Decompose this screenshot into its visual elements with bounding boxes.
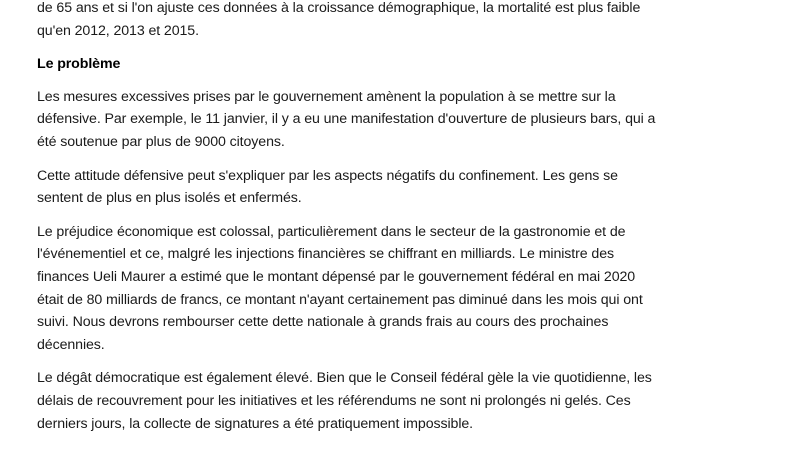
paragraph-economic-damage [37,221,777,357]
paragraph-democratic-damage [37,367,777,435]
paragraph-line: Les mesures excessives prises par le gouvernement amènent la population à se mettre sur la [37,88,616,105]
paragraph-line: sentent de plus en plus isolés et enfermés. [37,190,302,207]
document-page [37,0,777,446]
paragraph-line: été soutenue par plus de 9000 citoyens. [37,133,285,150]
paragraph-line: de 65 ans et si l'on ajuste ces données à la croissance démographique, la mortalité est plus faible [37,0,641,16]
paragraph-line: l'événementiel et ce, malgré les injections financières se chiffrant en milliards. Le ministre des [37,246,614,263]
paragraph-line: délais de recouvrement pour les initiatives et les référendums ne sont ni prolongés ni gelés. Ces [37,392,631,409]
section-heading: Le problème [37,56,121,73]
paragraph-line: Le préjudice économique est colossal, particulièrement dans le secteur de la gastronomie et de [37,223,626,240]
paragraph-defensive-attitude [37,165,777,210]
paragraph-line: décennies. [37,336,105,353]
paragraph-protest [37,86,777,154]
paragraph-line: qu'en 2012, 2013 et 2015. [37,22,199,39]
paragraph-line: derniers jours, la collecte de signatures a été pratiquement impossible. [37,415,474,432]
paragraph-line: suivi. Nous devrons rembourser cette dette nationale à grands frais au cours des prochaines [37,314,609,331]
paragraph-line: Cette attitude défensive peut s'expliquer par les aspects négatifs du confinement. Les gens se [37,167,618,184]
intro-paragraph [37,0,777,42]
paragraph-line: Le dégât démocratique est également élevé. Bien que le Conseil fédéral gèle la vie quotidienne, les [37,370,652,387]
paragraph-line: défensive. Par exemple, le 11 janvier, il y a eu une manifestation d'ouverture de plusieurs bars, qui a [37,111,656,128]
paragraph-line: était de 80 milliards de francs, ce montant n'ayant certainement pas diminué dans les mois qui ont [37,291,643,308]
paragraph-line: finances Ueli Maurer a estimé que le montant dépensé par le gouvernement fédéral en mai 2020 [37,268,636,285]
